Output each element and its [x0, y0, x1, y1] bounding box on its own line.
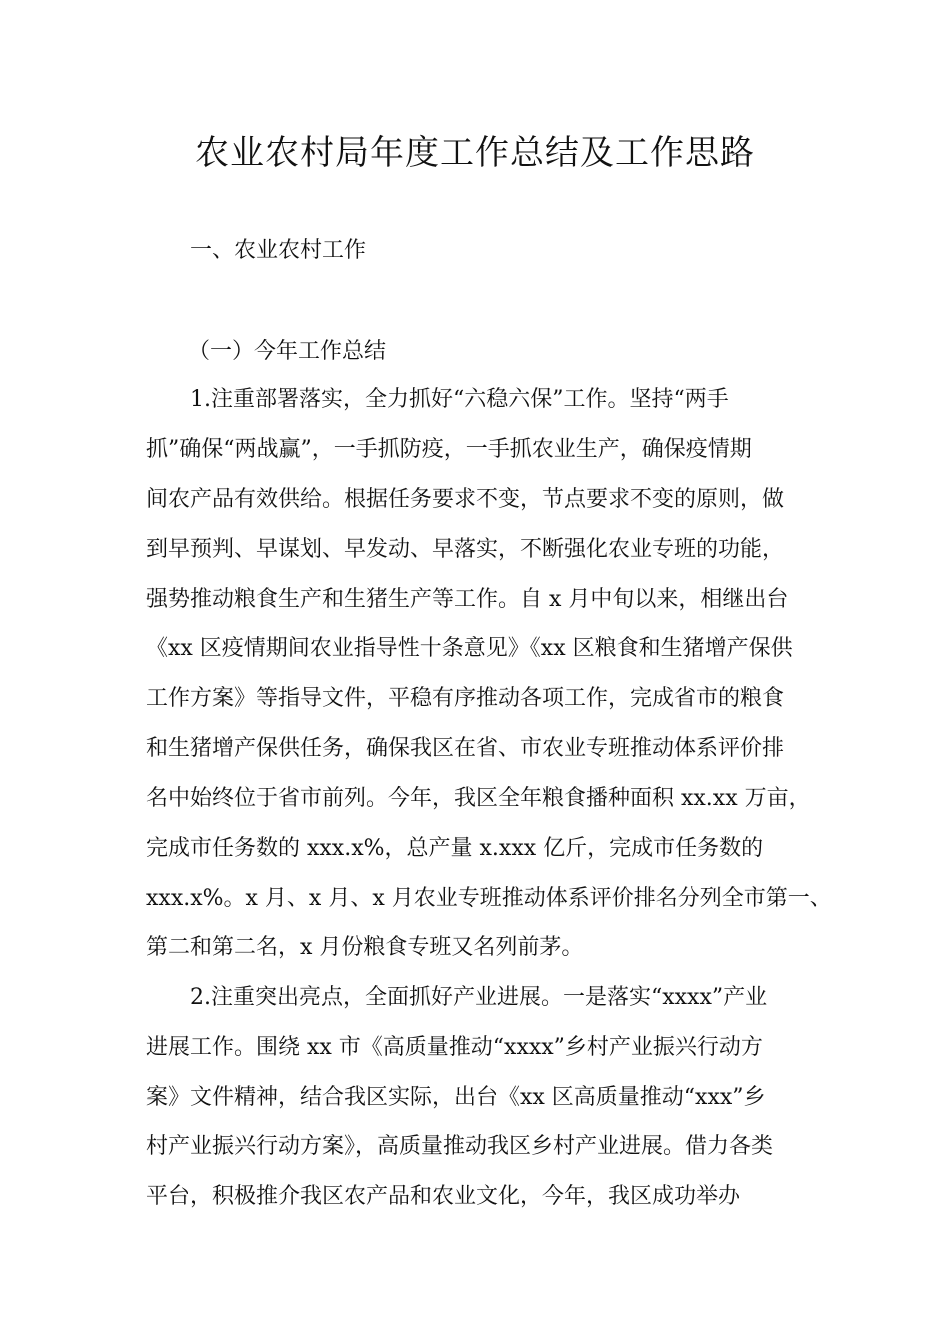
paragraph-line: 强势推动粮食生产和生猪生产等工作。自 x 月中旬以来，相继出台	[146, 587, 789, 612]
paragraph-line: 村产业振兴行动方案》，高质量推动我区乡村产业进展。借力各类	[146, 1134, 774, 1159]
paragraph-line: 名中始终位于省市前列。今年，我区全年粮食播种面积 xx.xx 万亩，	[146, 786, 811, 811]
paragraph-line: 工作方案》等指导文件，平稳有序推动各项工作，完成省市的粮食	[146, 686, 785, 711]
paragraph-line: 1.注重部署落实，全力抓好“六稳六保”工作。坚持“两手	[190, 387, 729, 412]
paragraph-line: 和生猪增产保供任务，确保我区在省、市农业专班推动体系评价排	[146, 736, 785, 761]
paragraph-line: 《xx 区疫情期间农业指导性十条意见》《xx 区粮食和生猪增产保供	[146, 636, 793, 661]
paragraph-line: 完成市任务数的 xxx.x%，总产量 x.xxx 亿斤，完成市任务数的	[146, 836, 764, 861]
section-heading: 一、农业农村工作	[190, 238, 367, 263]
subsection-heading: （一）今年工作总结	[188, 339, 387, 364]
paragraph-line: 进展工作。围绕 xx 市《高质量推动“xxxx”乡村产业振兴行动方	[146, 1035, 763, 1060]
paragraph-line: 案》文件精神，结合我区实际，出台《xx 区高质量推动“xxx”乡	[146, 1085, 766, 1110]
paragraph-line: 到早预判、早谋划、早发动、早落实，不断强化农业专班的功能，	[146, 537, 785, 562]
paragraph-line: xxx.x%。x 月、x 月、x 月农业专班推动体系评价排名分列全市第一、	[146, 886, 832, 911]
paragraph-line: 抓”确保“两战赢”，一手抓防疫，一手抓农业生产，确保疫情期	[146, 437, 752, 462]
paragraph-line: 平台，积极推介我区农产品和农业文化，今年，我区成功举办	[146, 1184, 741, 1209]
paragraph-line: 2.注重突出亮点，全面抓好产业进展。一是落实“xxxx”产业	[190, 985, 768, 1010]
document-title: 农业农村局年度工作总结及工作思路	[195, 133, 755, 173]
paragraph-line: 间农产品有效供给。根据任务要求不变，节点要求不变的原则，做	[146, 487, 785, 512]
paragraph-line: 第二和第二名，x 月份粮食专班又名列前茅。	[146, 935, 584, 960]
